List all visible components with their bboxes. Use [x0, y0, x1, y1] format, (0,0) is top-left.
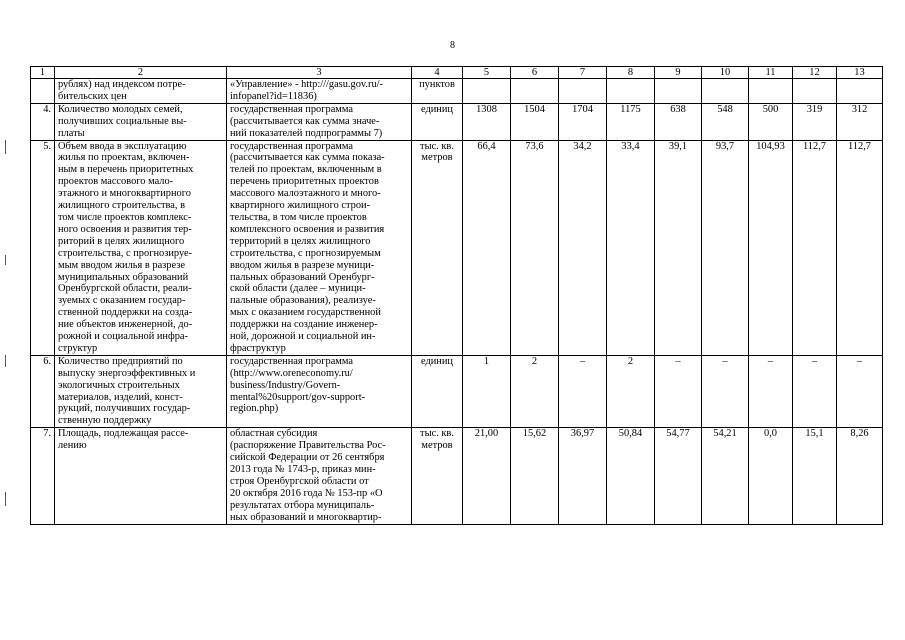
page-number: 8	[450, 40, 455, 51]
column-header: 1	[31, 67, 55, 79]
value-cell: 8,26	[837, 428, 883, 524]
unit-cell: пунктов	[412, 79, 463, 104]
value-cell: –	[749, 355, 793, 427]
column-header: 4	[412, 67, 463, 79]
value-cell: 73,6	[511, 140, 559, 355]
column-header: 8	[607, 67, 655, 79]
value-cell: 36,97	[559, 428, 607, 524]
column-header: 13	[837, 67, 883, 79]
value-cell	[702, 79, 749, 104]
table-row	[31, 428, 883, 524]
value-cell: –	[793, 355, 837, 427]
value-cell: 33,4	[607, 140, 655, 355]
value-cell	[793, 79, 837, 104]
indicator-cell: рублях) над индексом потре- бительских цен	[55, 79, 227, 104]
value-cell: 638	[655, 103, 702, 140]
value-cell: 500	[749, 103, 793, 140]
value-cell: 112,7	[837, 140, 883, 355]
value-cell: 15,1	[793, 428, 837, 524]
column-header: 2	[55, 67, 227, 79]
source-cell: областная субсидия (распоряжение Правительства Рос- сийской Федерации от 26 сентября 2013 года № 1743-р, приказ мин- строя Оренбургской области от 20 октября 2016 года № 153-пр «О результатах отбора муниципаль- ных образований и многоквартир-	[227, 428, 412, 524]
table-row	[31, 355, 883, 427]
value-cell: 0,0	[749, 428, 793, 524]
column-header: 3	[227, 67, 412, 79]
row-number-cell: 7.	[31, 428, 55, 524]
indicator-cell: Количество молодых семей, получивших социальные вы- платы	[55, 103, 227, 140]
column-header: 6	[511, 67, 559, 79]
value-cell: 50,84	[607, 428, 655, 524]
table-row	[31, 79, 883, 104]
value-cell: –	[559, 355, 607, 427]
value-cell: 1308	[463, 103, 511, 140]
value-cell: 93,7	[702, 140, 749, 355]
indicators-table	[30, 66, 883, 525]
column-number-row	[31, 67, 883, 79]
table-row	[31, 103, 883, 140]
value-cell: 1175	[607, 103, 655, 140]
source-cell: государственная программа (рассчитывается как сумма показа- телей по проектам, включенным в перечень приоритетных проектов массового малоэтажного и много- квартирного жилищного строи- тельства, в том числе проектов комплексного освоения и развития территорий в целях жилищного строительства, с прогнозируемым вводом жилья в разрезе муници- пальных образований Оренбург- ской области (далее – муници- пальные образования), реализуе- мых с оказанием государственной поддержки на создание инженер- ной, дорожной и социальной ин- фраструктур	[227, 140, 412, 355]
unit-cell: тыс. кв. метров	[412, 140, 463, 355]
value-cell: 21,00	[463, 428, 511, 524]
column-header: 11	[749, 67, 793, 79]
value-cell	[655, 79, 702, 104]
column-header: 12	[793, 67, 837, 79]
scan-mark	[5, 140, 6, 154]
value-cell: 2	[511, 355, 559, 427]
value-cell: –	[702, 355, 749, 427]
unit-cell: единиц	[412, 355, 463, 427]
value-cell: 34,2	[559, 140, 607, 355]
column-header: 7	[559, 67, 607, 79]
value-cell: –	[655, 355, 702, 427]
value-cell: 104,93	[749, 140, 793, 355]
row-number-cell: 6.	[31, 355, 55, 427]
scan-mark	[5, 255, 6, 265]
value-cell	[749, 79, 793, 104]
column-header: 9	[655, 67, 702, 79]
value-cell: 1504	[511, 103, 559, 140]
unit-cell: тыс. кв. метров	[412, 428, 463, 524]
column-header: 10	[702, 67, 749, 79]
value-cell	[511, 79, 559, 104]
value-cell: 54,77	[655, 428, 702, 524]
source-cell: государственная программа (http://www.oreneconomy.ru/ business/Industry/Govern- mental%20support/gov-support- region.php)	[227, 355, 412, 427]
value-cell	[607, 79, 655, 104]
column-header: 5	[463, 67, 511, 79]
indicator-cell: Количество предприятий по выпуску энергоэффективных и экологичных строительных материалов, изделий, конст- рукций, получивших государ- ственную поддержку	[55, 355, 227, 427]
value-cell: 319	[793, 103, 837, 140]
value-cell: 1704	[559, 103, 607, 140]
value-cell	[837, 79, 883, 104]
unit-cell: единиц	[412, 103, 463, 140]
row-number-cell	[31, 79, 55, 104]
row-number-cell: 5.	[31, 140, 55, 355]
table-row	[31, 140, 883, 355]
value-cell: –	[837, 355, 883, 427]
scan-mark	[5, 355, 6, 367]
scan-mark	[5, 492, 6, 506]
row-number-cell: 4.	[31, 103, 55, 140]
source-cell: «Управление» - http:///gasu.gov.ru/- infopanel?id=11836)	[227, 79, 412, 104]
source-cell: государственная программа (рассчитывается как сумма значе- ний показателей подпрограммы 7)	[227, 103, 412, 140]
value-cell: 112,7	[793, 140, 837, 355]
value-cell: 15,62	[511, 428, 559, 524]
indicator-cell: Площадь, подлежащая рассе- лению	[55, 428, 227, 524]
value-cell: 1	[463, 355, 511, 427]
value-cell: 66,4	[463, 140, 511, 355]
value-cell: 2	[607, 355, 655, 427]
value-cell: 312	[837, 103, 883, 140]
value-cell: 548	[702, 103, 749, 140]
value-cell: 54,21	[702, 428, 749, 524]
value-cell: 39,1	[655, 140, 702, 355]
value-cell	[559, 79, 607, 104]
indicator-cell: Объем ввода в эксплуатацию жилья по проектам, включен- ным в перечень приоритетных проектов массового мало- этажного и многоквартирного жилищного строительства, в том числе проектов комплекс- ного освоения и развития тер- риторий в целях жилищного строительства, с прогнозируе- мым вводом жилья в разрезе муниципальных образований Оренбургской области, реали- зуемых с оказанием государ- ственной поддержки на созда- ние объектов инженерной, до- рожной и социальной инфра- структур	[55, 140, 227, 355]
value-cell	[463, 79, 511, 104]
